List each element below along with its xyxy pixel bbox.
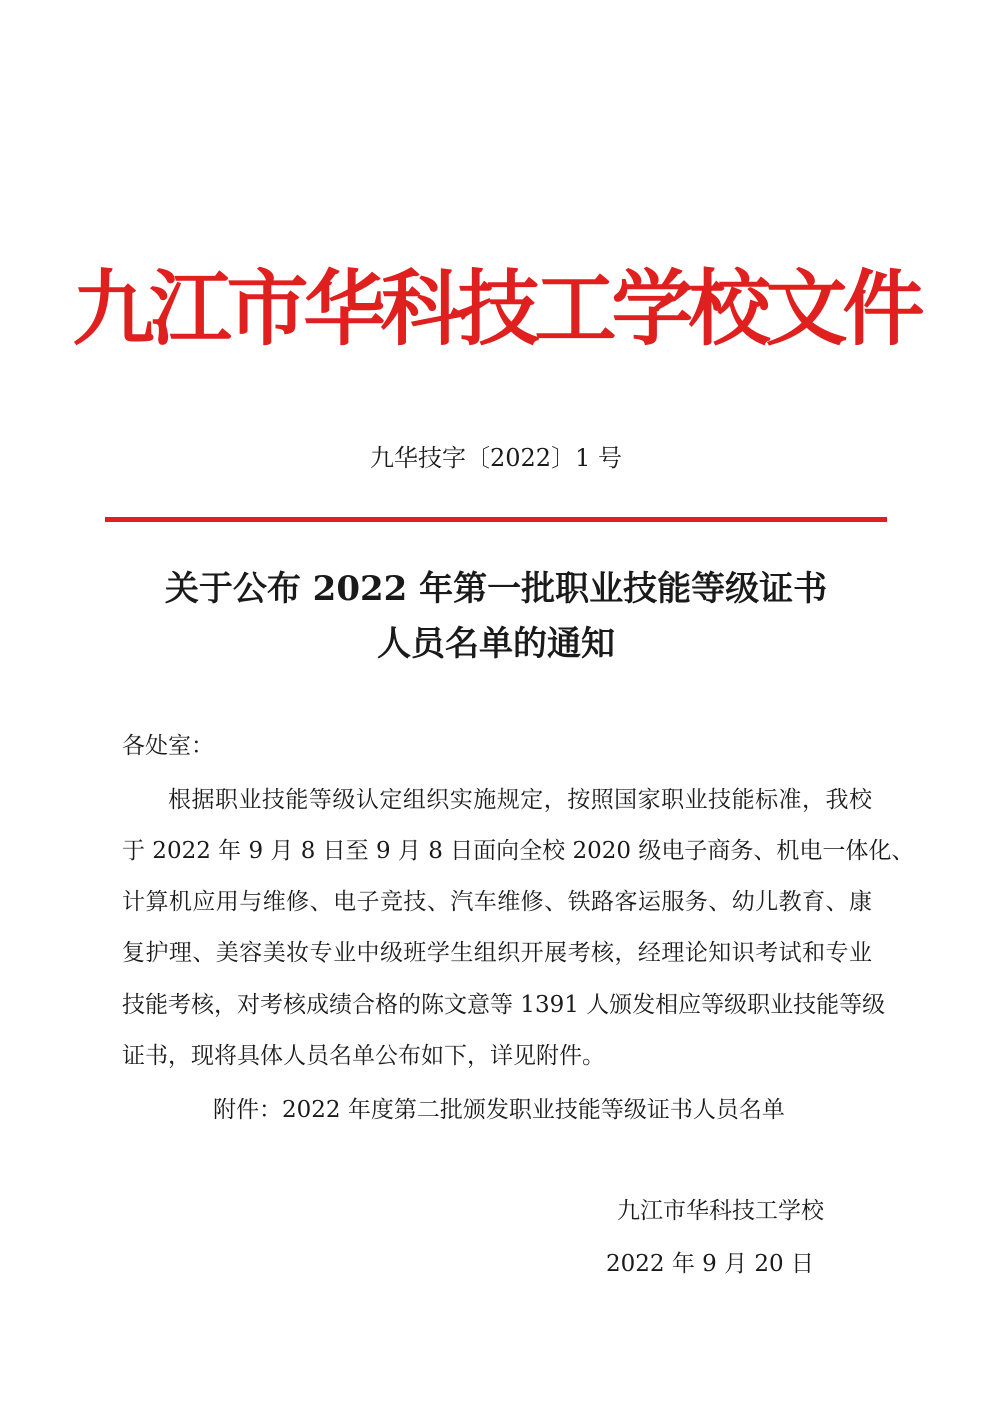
body-paragraph-line: 根据职业技能等级认定组织实施规定，按照国家职业技能标准，我校 xyxy=(168,787,872,813)
header-divider-rule xyxy=(105,517,887,522)
notice-title-line-2: 人员名单的通知 xyxy=(377,624,615,664)
body-paragraph-line: 计算机应用与维修、电子竞技、汽车维修、铁路客运服务、幼儿教育、康 xyxy=(122,889,872,915)
body-paragraph-line: 技能考核，对考核成绩合格的陈文意等 1391 人颁发相应等级职业技能等级 xyxy=(122,992,886,1018)
body-paragraph-line: 于 2022 年 9 月 8 日至 9 月 8 日面向全校 2020 级电子商务、机电一体化、 xyxy=(122,838,915,864)
body-paragraph-line: 证书，现将具体人员名单公布如下，详见附件。 xyxy=(122,1043,605,1069)
document-number: 九华技字〔2022〕1 号 xyxy=(370,444,622,472)
body-paragraph-line: 复护理、美容美妆专业中级班学生组织开展考核，经理论知识考试和专业 xyxy=(122,940,872,966)
salutation: 各处室： xyxy=(122,733,214,759)
attachment-line: 附件：2022 年度第二批颁发职业技能等级证书人员名单 xyxy=(213,1097,785,1123)
notice-title-line-1: 关于公布 2022 年第一批职业技能等级证书 xyxy=(164,569,828,609)
issuer-signature: 九江市华科技工学校 xyxy=(617,1198,824,1224)
issue-date: 2022 年 9 月 20 日 xyxy=(606,1251,814,1277)
document-header-title: 九江市华科技工学校文件 xyxy=(72,262,920,357)
